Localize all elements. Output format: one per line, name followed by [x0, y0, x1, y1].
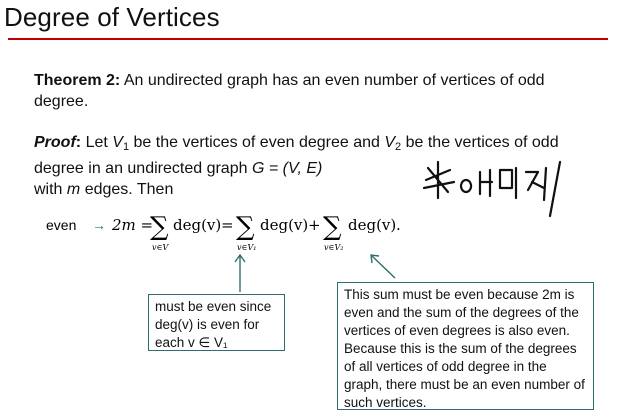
theorem-text: An undirected graph has an even number of vertices of odd degree. — [34, 72, 545, 110]
callout-even-line1: must be even since — [155, 299, 272, 314]
arrow-to-odd-sum — [372, 256, 395, 278]
deg-term-2: deg(v) — [260, 216, 309, 234]
equation-lhs: 2m = — [112, 216, 154, 234]
sum-index-1: v∈V — [152, 243, 169, 252]
sum-symbol-2: ∑ — [236, 212, 255, 242]
callout-odd-sum — [337, 282, 594, 410]
proof-colon: : — [75, 134, 82, 151]
deg-term-1: deg(v) — [173, 216, 222, 234]
proof-text-4: with — [34, 181, 63, 198]
proof-m: m — [66, 181, 81, 198]
equals-sign: = — [221, 216, 234, 234]
proof-text-3: be the vertices of odd degree in an undirected graph — [34, 134, 559, 177]
sum-symbol-1: ∑ — [150, 212, 169, 242]
callout-even-sum — [148, 294, 285, 351]
proof-graph-expr: G = (V, E) — [251, 160, 323, 177]
proof-label: Proof — [34, 134, 76, 151]
sum-symbol-3: ∑ — [323, 212, 342, 242]
deg-term-3: deg(v) — [348, 216, 397, 234]
proof-sub2: 2 — [395, 141, 402, 153]
proof-v1: V — [112, 134, 123, 151]
proof-sub1: 1 — [122, 141, 130, 153]
callout-even-line3: each v ∈ V₁ — [155, 335, 228, 350]
proof-text-5: edges. Then — [84, 181, 174, 198]
sum-index-2: v∈V₁ — [237, 243, 257, 252]
even-label: even — [46, 217, 77, 233]
theorem-label: Theorem 2: — [34, 72, 121, 89]
proof-v2: V — [384, 134, 396, 151]
page-title: Degree of Vertices — [4, 2, 220, 32]
callout-even-line2: deg(v) is even for — [155, 317, 260, 332]
sum-index-3: v∈V₂ — [324, 243, 344, 252]
right-arrow: → — [92, 217, 106, 233]
callout-odd-text: This sum must be even because 2m is even and the sum of the degrees of the vertices of even degrees is also even. Because this is the sum of the degrees of all vertices of odd degree in the graph, there must be an even number of such vertices. — [344, 287, 585, 410]
plus-sign: + — [308, 216, 321, 234]
proof-text-1: Let — [85, 134, 108, 151]
equation-period: . — [396, 216, 401, 234]
proof-text-2: be the vertices of even degree and — [133, 134, 380, 151]
